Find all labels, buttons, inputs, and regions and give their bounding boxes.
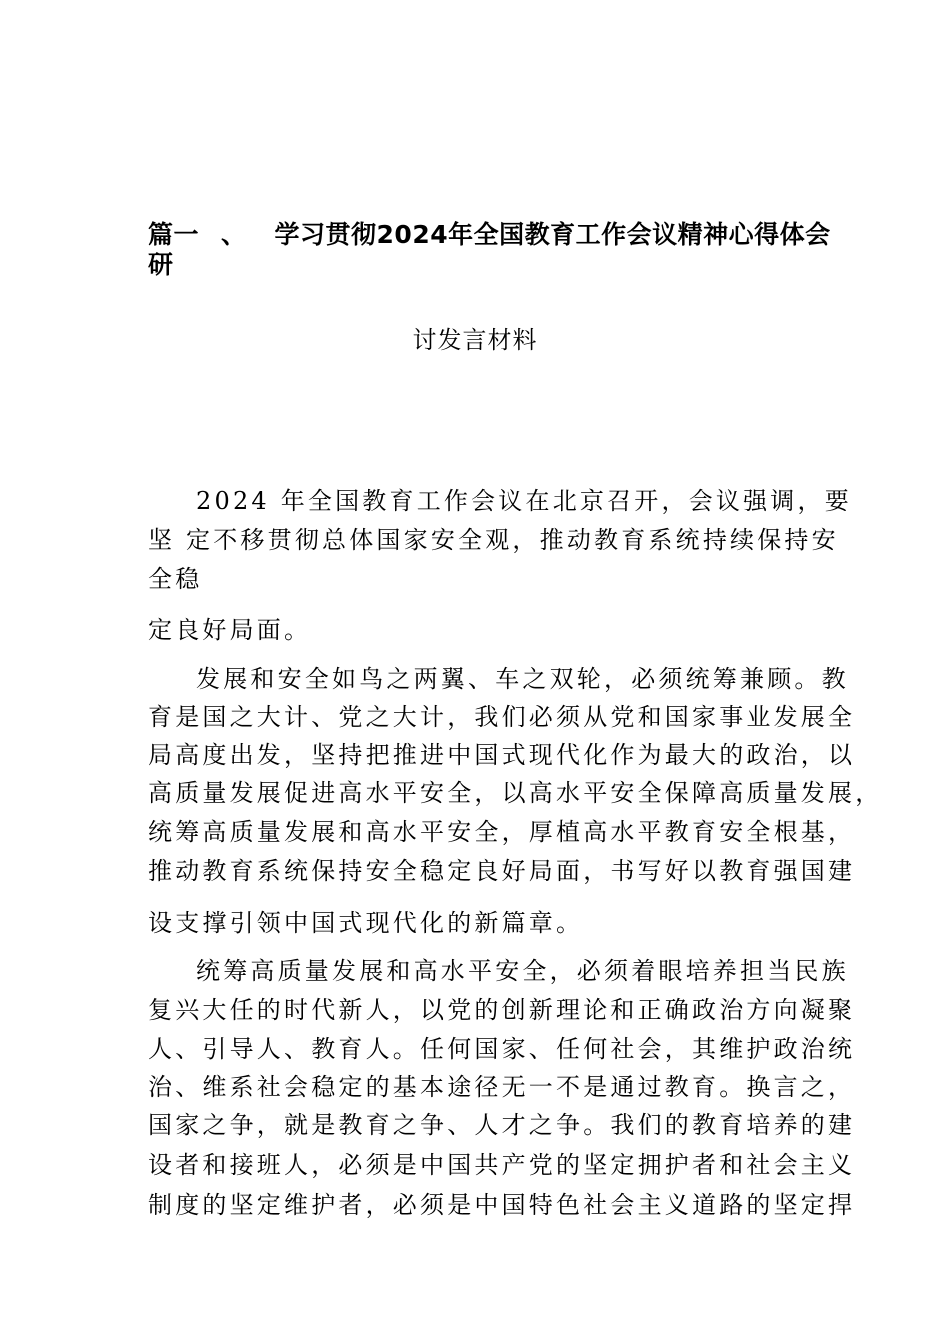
paragraph-1-line-4: 定良好局面。 xyxy=(148,616,312,644)
title-continuation: 研 xyxy=(148,250,174,279)
title-separator: 、 xyxy=(221,220,247,249)
paragraph-2-line-4: 高质量发展促进高水平安全，以高水平安全保障高质量发展， xyxy=(148,779,883,807)
paragraph-3-line-1: 统筹高质量发展和高水平安全，必须着眼培养担当民族 xyxy=(196,957,849,985)
paragraph-2-line-5: 统筹高质量发展和高水平安全，厚植高水平教育安全根基， xyxy=(148,818,856,846)
paragraph-2-line-7: 设支撑引领中国式现代化的新篇章。 xyxy=(148,909,584,937)
paragraph-3-line-5: 国家之争，就是教育之争、人才之争。我们的教育培养的建 xyxy=(148,1111,856,1139)
paragraph-2-line-2: 育是国之大计、党之大计，我们必须从党和国家事业发展全 xyxy=(148,703,856,731)
paragraph-1-line-3: 全稳 xyxy=(148,565,203,593)
paragraph-1-line-2: 坚 定不移贯彻总体国家安全观，推动教育系统持续保持安 xyxy=(148,526,839,554)
title-prefix: 篇一 xyxy=(148,220,200,249)
document-subtitle: 讨发言材料 xyxy=(412,326,538,354)
title-main: 学习贯彻2024年全国教育工作会议精神心得体会 xyxy=(274,220,831,249)
paragraph-2-line-6: 推动教育系统保持安全稳定良好局面，书写好以教育强国建 xyxy=(148,857,856,885)
paragraph-1-line-1: 2024 年全国教育工作会议在北京召开，会议强调，要 xyxy=(196,487,852,515)
paragraph-3-line-3: 人、引导人、教育人。任何国家、任何社会，其维护政治统 xyxy=(148,1035,856,1063)
paragraph-3-line-2: 复兴大任的时代新人，以党的创新理论和正确政治方向凝聚 xyxy=(148,996,856,1024)
paragraph-3-line-4: 治、维系社会稳定的基本途径无一不是通过教育。换言之， xyxy=(148,1073,856,1101)
paragraph-3-line-6: 设者和接班人，必须是中国共产党的坚定拥护者和社会主义 xyxy=(148,1151,856,1179)
paragraph-3-line-7: 制度的坚定维护者，必须是中国特色社会主义道路的坚定捍 xyxy=(148,1191,856,1219)
document-title xyxy=(148,220,831,250)
paragraph-2-line-3: 局高度出发，坚持把推进中国式现代化作为最大的政治，以 xyxy=(148,741,856,769)
paragraph-2-line-1: 发展和安全如鸟之两翼、车之双轮，必须统筹兼顾。教 xyxy=(196,665,849,693)
